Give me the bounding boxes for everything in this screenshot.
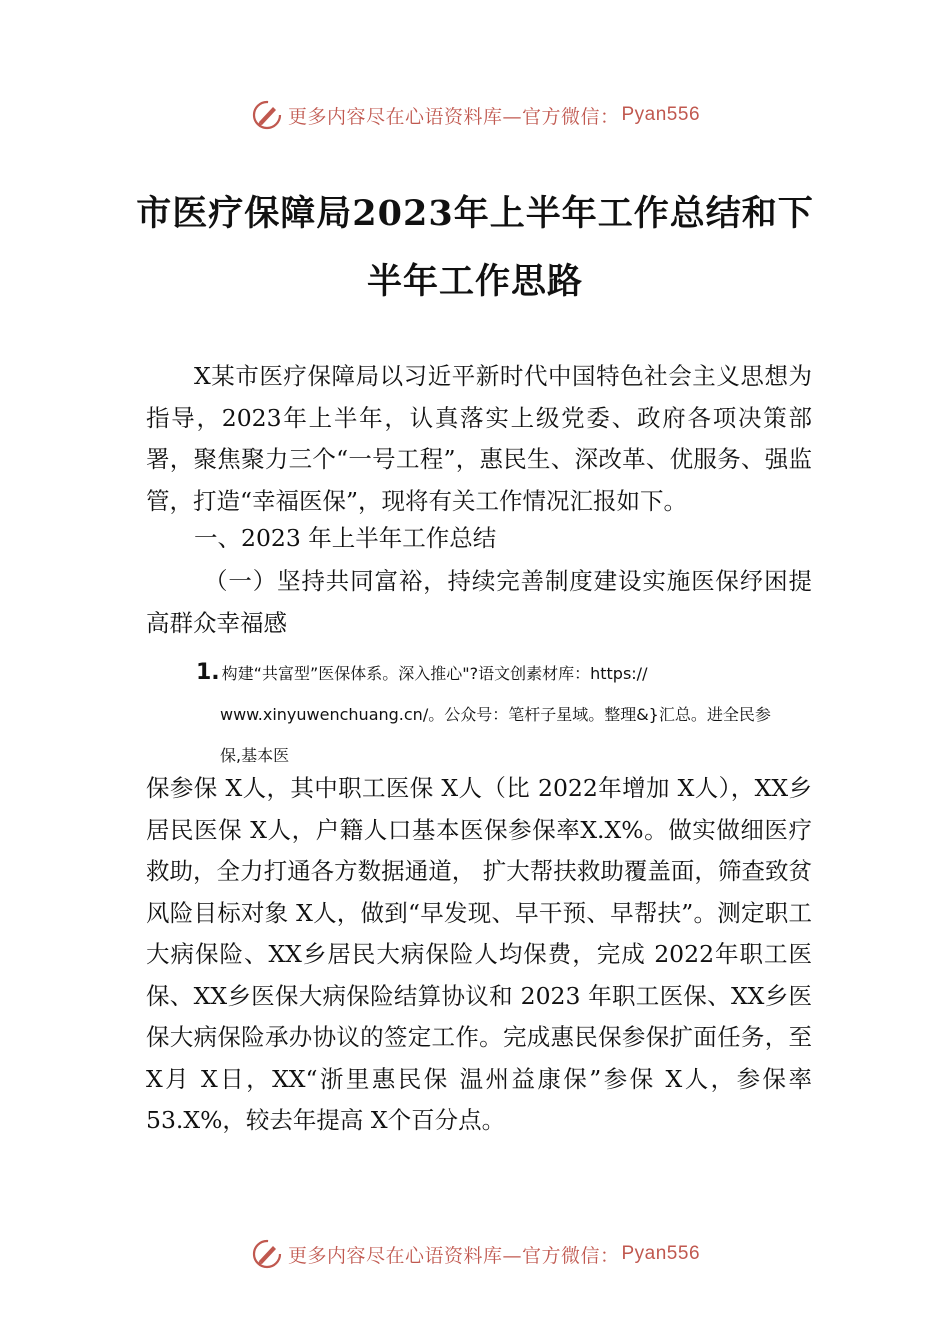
banner-wechat-id: Pyan556 — [621, 104, 701, 125]
pen-swirl-logo-icon — [250, 98, 284, 132]
document-title — [120, 180, 830, 316]
banner-wechat-id: Pyan556 — [621, 1243, 701, 1264]
list-item-line-1: 构建“共富型”医保体系。深入推心"?语文创素材库：https:// — [221, 664, 648, 683]
list-item-line-3: 保,基本医 — [220, 746, 290, 765]
banner-text: 更多内容尽在心语资料库—官方微信： — [287, 105, 620, 128]
subsection-heading-1: （一）坚持共同富裕，持续完善制度建设实施医保纾困提高群众幸福感 — [146, 567, 812, 637]
continuation-paragraph: 保参保 X人，其中职工医保 X人（比 2022年增加 X人），XX乡居民医保 X人，户籍人口基本医保参保率X.X%。做实做细医疗救助，全力打通各方数据通道， 扩大帮扶救助覆盖面，筛查致贫风险目标对象 X人，做到“早发现、早干预、早帮扶”。测定职工大病保险、XX乡居民大病保险人均保费，完成 2022年职工医保、XX乡医保大病保险结算协议和 2023 年职工医保、XX乡医保大病保险承办协议的签定工作。完成惠民保参保扩面任务，至 X月 X日，XX“浙里惠民保 温州益康保”参保 X人，参保率53.X%，较去年提高 X个百分点。 — [146, 774, 812, 1134]
list-item-line-2: www.xinyuwenchuang.cn/。公众号：笔杆子星域。整理&}汇总。进全民参 — [220, 705, 771, 724]
title-line-1: 市医疗保障局2023年上半年工作总结和下 — [136, 193, 814, 234]
list-item-number: 1. — [196, 660, 220, 685]
list-item-1 — [196, 652, 836, 776]
header-watermark-banner — [0, 95, 950, 135]
title-line-2: 半年工作思路 — [366, 261, 583, 302]
banner-text: 更多内容尽在心语资料库—官方微信： — [287, 1244, 620, 1267]
footer-watermark-banner — [0, 1234, 950, 1274]
pen-swirl-logo-icon — [250, 1237, 284, 1271]
intro-paragraph: X某市医疗保障局以习近平新时代中国特色社会主义思想为指导，2023年上半年，认真落实上级党委、政府各项决策部署，聚焦聚力三个“一号工程”，惠民生、深改革、优服务、强监管，打造“幸福医保”，现将有关工作情况汇报如下。 — [146, 362, 812, 515]
section-heading-1: 一、2023 年上半年工作总结 — [194, 524, 497, 552]
